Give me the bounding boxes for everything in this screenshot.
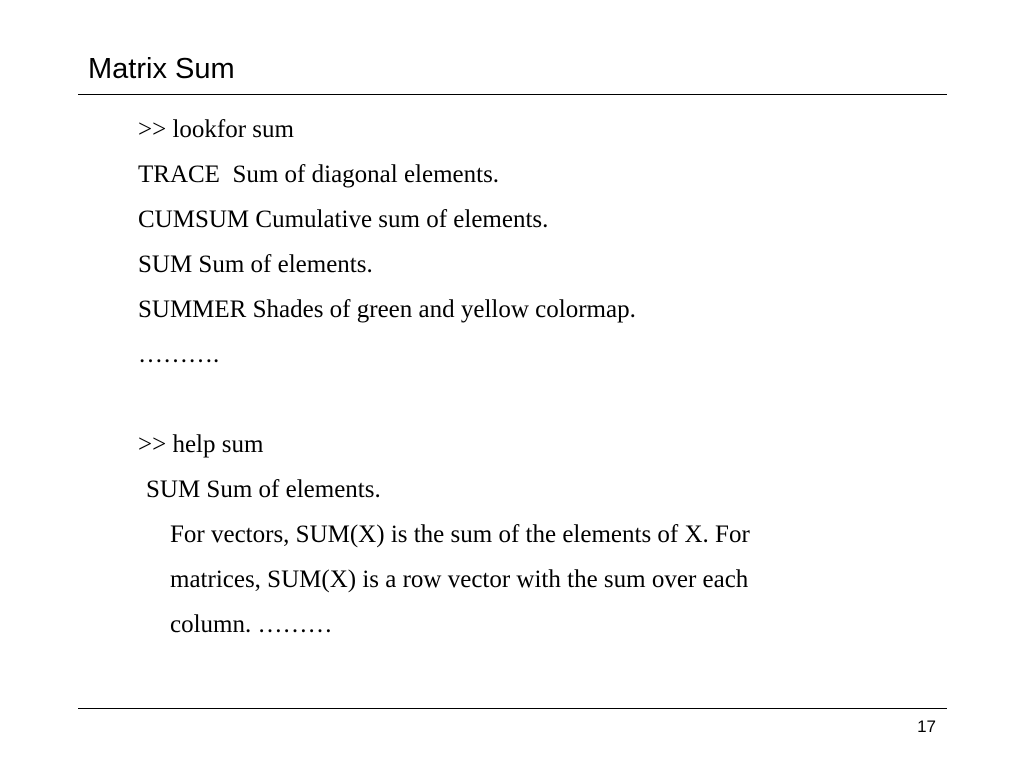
- footer-divider: [78, 708, 947, 709]
- lookfor-result-cumsum: CUMSUM Cumulative sum of elements.: [138, 206, 549, 233]
- slide-title: Matrix Sum: [88, 53, 235, 85]
- lookfor-result-summer: SUMMER Shades of green and yellow colormap.: [138, 296, 636, 323]
- lookfor-result-sum: SUM Sum of elements.: [138, 251, 373, 278]
- help-description-line-3: column. ………: [170, 611, 333, 638]
- help-description-line-2: matrices, SUM(X) is a row vector with the sum over each: [170, 566, 749, 593]
- lookfor-result-ellipsis: ……….: [138, 341, 220, 368]
- help-command-line: >> help sum: [138, 431, 264, 458]
- help-description-line-1: For vectors, SUM(X) is the sum of the elements of X. For: [170, 521, 750, 548]
- help-heading: SUM Sum of elements.: [146, 476, 381, 503]
- lookfor-command-line: >> lookfor sum: [138, 116, 294, 143]
- title-divider: [78, 94, 947, 95]
- lookfor-result-trace: TRACE Sum of diagonal elements.: [138, 161, 500, 188]
- page-number: 17: [917, 717, 936, 736]
